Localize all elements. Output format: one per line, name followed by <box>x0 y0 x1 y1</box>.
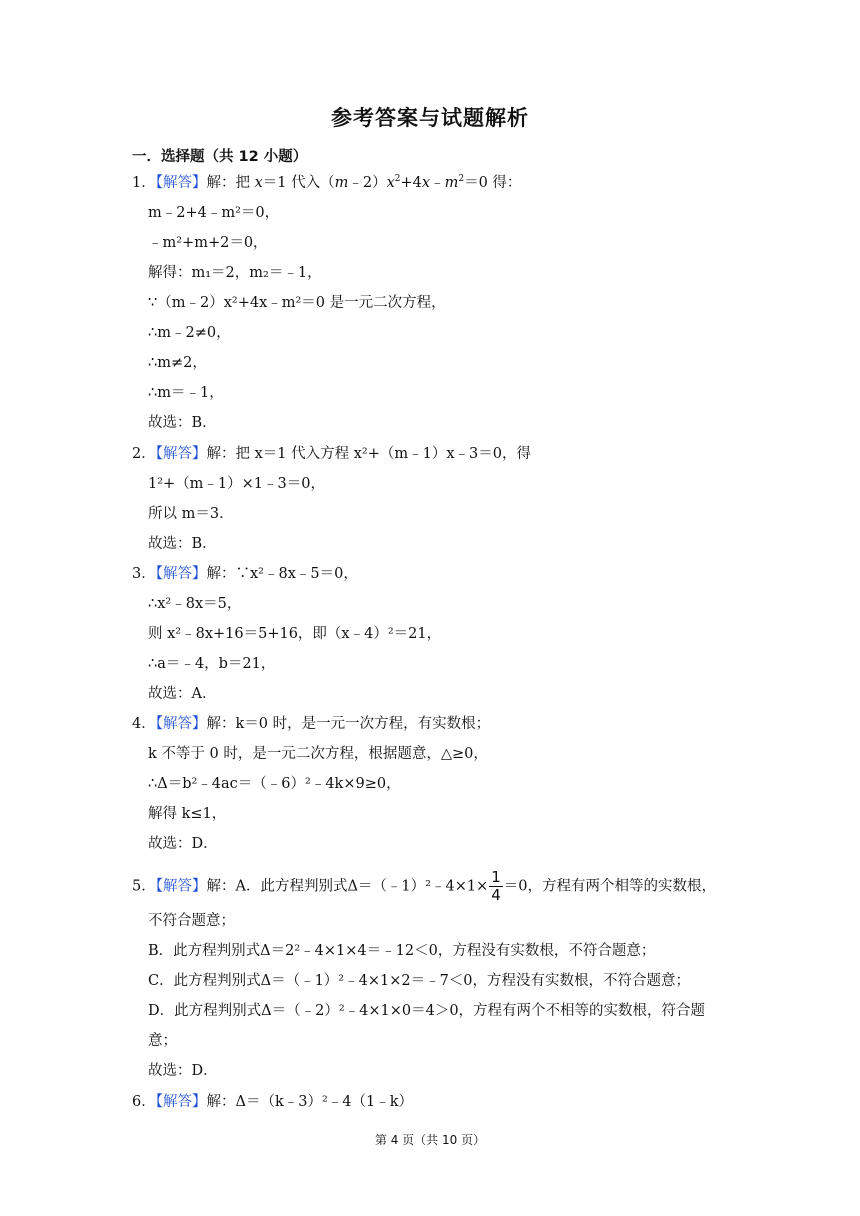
question-1-line-6: ∴m﹣2≠0， <box>148 325 231 341</box>
question-1-line-1: 1．【解答】解：把 x＝1 代入$(m﹣2)x^2+4x﹣m^2=0$ 得： <box>132 174 522 191</box>
question-2-line-2: 1²+（m﹣1）×1﹣3＝0， <box>148 476 325 492</box>
question-4-line-4: 解得 k≤1， <box>148 806 227 822</box>
fraction-one-quarter: $\frac{1}{4}$ <box>491 868 501 904</box>
question-1-line-9: 故选：B． <box>148 415 217 431</box>
question-5-line-5: D．此方程判别式Δ＝（﹣2）²﹣4×1×0＝4＞0，方程有两个不相等的实数根，符合题 <box>148 1003 706 1019</box>
question-1-line-8: ∴m＝﹣1， <box>148 385 224 401</box>
question-1-line-3: ﹣m²+m+2＝0， <box>148 235 268 251</box>
question-5-line-4: C．此方程判别式Δ＝（﹣1）²﹣4×1×2＝﹣7＜0，方程没有实数根，不符合题意； <box>148 973 691 989</box>
question-1-line-2: m﹣2+4﹣m²＝0， <box>148 205 280 221</box>
question-number: 6． <box>132 1094 156 1110</box>
question-4-line-3: ∴Δ＝b²﹣4ac＝（﹣6）²﹣4k×9≥0， <box>148 776 401 792</box>
question-4-line-5: 故选：D． <box>148 836 218 852</box>
question-3-line-5: 故选：A． <box>148 686 217 702</box>
page-title: 参考答案与试题解析 <box>331 106 529 130</box>
question-5-line-3: B．此方程判别式Δ＝2²﹣4×1×4＝﹣12＜0，方程没有实数根，不符合题意； <box>148 943 656 959</box>
question-1-line-4: 解得：m₁＝2，m₂＝﹣1， <box>148 265 322 281</box>
answer-tag: 【解答】 <box>155 716 207 732</box>
question-3-line-3: 则 x²﹣8x+16＝5+16，即（x﹣4）²＝21， <box>148 626 442 642</box>
question-5-line-6: 意； <box>148 1033 177 1049</box>
answer-tag: 【解答】 <box>155 446 207 462</box>
question-number: 1． <box>132 175 156 191</box>
question-number: 4． <box>132 716 156 732</box>
question-5-line-7: 故选：D． <box>148 1063 218 1079</box>
answer-tag: 【解答】 <box>155 1094 207 1110</box>
question-3-line-1: 3．【解答】解：∵x²﹣8x﹣5＝0， <box>132 566 358 582</box>
question-4-line-1: 4．【解答】解：k＝0 时，是一元一次方程，有实数根； <box>132 716 491 732</box>
answer-tag: 【解答】 <box>155 878 207 895</box>
question-3-line-4: ∴a＝﹣4，b＝21， <box>148 656 276 672</box>
page-footer: 第 4 页（共 10 页） <box>374 1133 486 1147</box>
question-6-line-1: 6．【解答】解：Δ＝（k﹣3）²﹣4（1﹣k） <box>132 1094 414 1110</box>
question-2-line-1: 2．【解答】解：把 x＝1 代入方程 x²+（m﹣1）x﹣3＝0，得 <box>132 446 531 462</box>
question-number: 3． <box>132 566 156 582</box>
question-number: 2． <box>132 446 156 462</box>
question-2-line-4: 故选：B． <box>148 536 217 552</box>
question-2-line-3: 所以 m＝3． <box>148 506 234 522</box>
question-number: 5． <box>132 878 156 895</box>
section-heading: 一．选择题（共 12 小题） <box>132 149 308 165</box>
question-1-line-7: ∴m≠2， <box>148 355 207 371</box>
question-4-line-2: k 不等于 0 时，是一元二次方程，根据题意，△≥0， <box>148 746 488 762</box>
question-5-line-2: 不符合题意； <box>148 913 235 929</box>
question-1-line-5: ∵（m﹣2）x²+4x﹣m²＝0 是一元二次方程， <box>148 295 446 311</box>
answer-tag: 【解答】 <box>155 175 207 191</box>
question-3-line-2: ∴x²﹣8x＝5， <box>148 596 242 612</box>
answer-tag: 【解答】 <box>155 566 207 582</box>
question-5-line-1: 5．【解答】解：A．此方程判别式Δ＝（﹣1）²﹣4×1× $\frac{1}{4}$ ＝0，方程有两个相等的实数根， <box>132 868 716 904</box>
q1-text: 解：把 <box>206 175 255 191</box>
